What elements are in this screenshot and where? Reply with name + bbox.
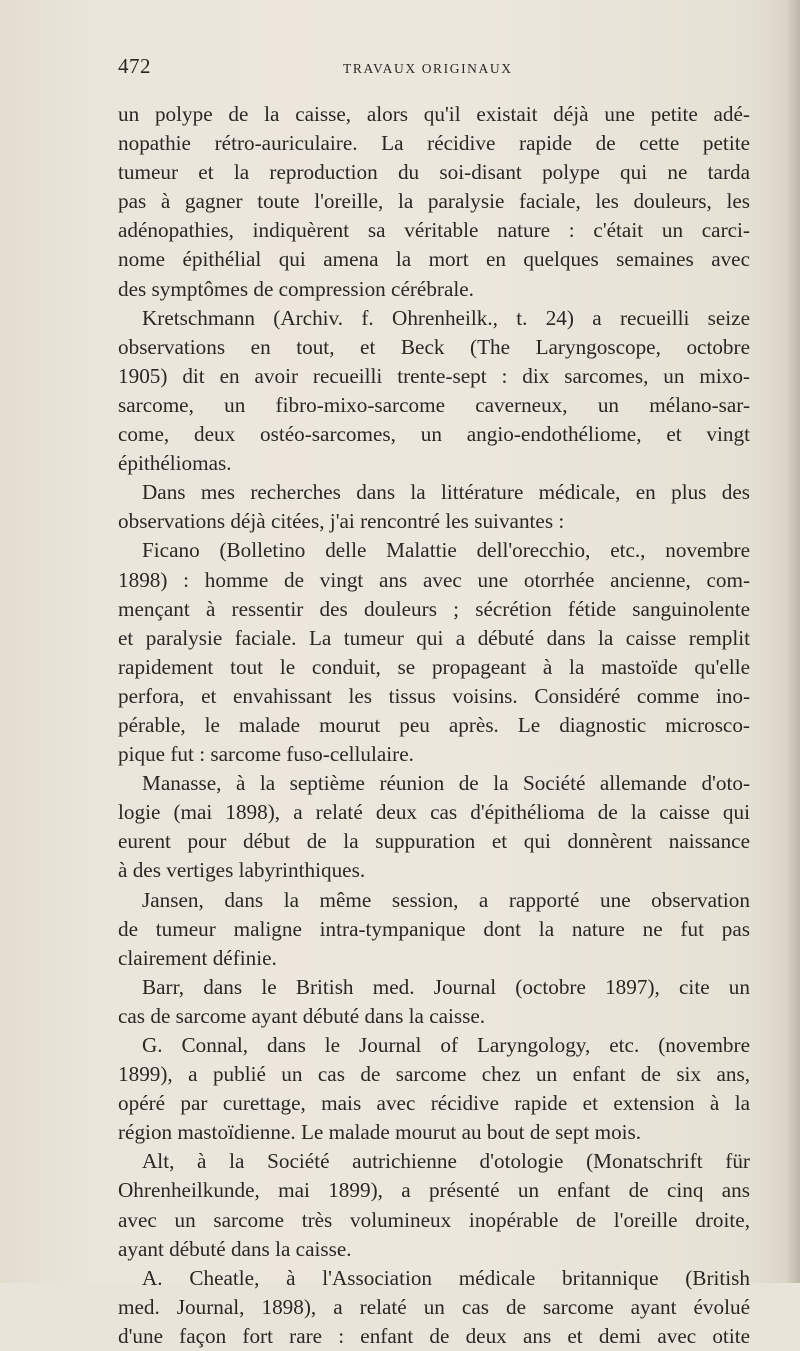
paragraph (118, 304, 750, 479)
text-line: A. Cheatle, à l'Association médicale britannique (British (142, 1265, 750, 1290)
text-line: Barr, dans le British med. Journal (octobre 1897), cite un (142, 974, 750, 999)
text-line: 1905) dit en avoir recueilli trente-sept : dix sarcomes, un mixo- (118, 363, 750, 388)
paragraph (118, 886, 750, 973)
text-line: Kretschmann (Archiv. f. Ohrenheilk., t. 24) a recueilli seize (142, 305, 750, 330)
text-line: Ohrenheilkunde, mai 1899), a présenté un enfant de cinq ans (118, 1178, 750, 1203)
paragraph (118, 1031, 750, 1147)
text-line: med. Journal, 1898), a relaté un cas de sarcome ayant évolué (118, 1294, 750, 1319)
text-line: région mastoïdienne. Le malade mourut au bout de sept mois. (118, 1120, 642, 1145)
paragraph (118, 1264, 750, 1351)
page-header (118, 0, 750, 86)
text-line: clairement définie. (118, 945, 277, 970)
text-line: un polype de la caisse, alors qu'il existait déjà une petite adé- (118, 102, 750, 126)
paragraph (118, 769, 750, 885)
text-line: G. Connal, dans le Journal of Laryngology, etc. (novembre (142, 1033, 750, 1057)
text-line: avec un sarcome très volumineux inopérable de l'oreille droite, (118, 1207, 750, 1232)
text-line: come, deux ostéo-sarcomes, un angio-endothéliome, et vingt (118, 422, 750, 447)
text-line: ayant débuté dans la caisse. (118, 1236, 352, 1261)
text-line: et paralysie faciale. La tumeur qui a débuté dans la caisse remplit (118, 625, 750, 650)
paragraph (118, 100, 750, 304)
text-line: à des vertiges labyrinthiques. (118, 858, 366, 883)
paragraph (118, 536, 750, 769)
text-line: perfora, et envahissant les tissus voisins. Considéré comme ino- (118, 683, 750, 708)
page-edge-shadow (786, 0, 800, 1283)
text-line: des symptômes de compression cérébrale. (118, 276, 474, 301)
text-line: de tumeur maligne intra-tympanique dont la nature ne fut pas (118, 916, 750, 941)
text-line: observations en tout, et Beck (The Laryngoscope, octobre (118, 334, 750, 359)
page-body (118, 100, 750, 1351)
text-line: mençant à ressentir des douleurs ; sécrétion fétide sanguinolente (118, 596, 750, 621)
text-line: opéré par curettage, mais avec récidive rapide et extension à la (118, 1091, 750, 1116)
text-line: Dans mes recherches dans la littérature médicale, en plus des (142, 480, 750, 505)
text-line: 1899), a publié un cas de sarcome chez un enfant de six ans, (118, 1062, 750, 1087)
text-line: Manasse, à la septième réunion de la Société allemande d'oto- (142, 771, 750, 796)
running-head: TRAVAUX ORIGINAUX (343, 61, 513, 76)
text-line: logie (mai 1898), a relaté deux cas d'épithélioma de la caisse qui (118, 800, 750, 825)
text-line: adénopathies, indiquèrent sa véritable nature : c'était un carci- (118, 218, 750, 243)
text-line: nome épithélial qui amena la mort en quelques semaines avec (118, 247, 750, 272)
text-line: d'une façon fort rare : enfant de deux ans et demi avec otite (118, 1323, 750, 1348)
text-line: pas à gagner toute l'oreille, la paralysie faciale, les douleurs, les (118, 189, 750, 214)
text-line: nopathie rétro-auriculaire. La récidive rapide de cette petite (118, 131, 750, 156)
text-line: Jansen, dans la même session, a rapporté une observation (142, 887, 750, 912)
text-line: tumeur et la reproduction du soi-disant polype qui ne tarda (118, 160, 750, 185)
text-line: pérable, le malade mourut peu après. Le diagnostic microsco- (118, 712, 750, 737)
paragraph (118, 973, 750, 1031)
text-line: épithéliomas. (118, 451, 232, 476)
text-line: rapidement tout le conduit, se propageant à la mastoïde qu'elle (118, 654, 750, 679)
text-line: cas de sarcome ayant débuté dans la caisse. (118, 1003, 486, 1028)
text-line: pique fut : sarcome fuso-cellulaire. (118, 742, 414, 767)
page-number: 472 (118, 54, 151, 78)
paragraph (118, 478, 750, 536)
text-line: observations déjà citées, j'ai rencontré les suivantes : (118, 509, 565, 534)
paragraph (118, 1147, 750, 1263)
text-line: sarcome, un fibro-mixo-sarcome caverneux, un mélano-sar- (118, 392, 750, 417)
text-line: 1898) : homme de vingt ans avec une otorrhée ancienne, com- (118, 567, 750, 592)
text-line: Ficano (Bolletino delle Malattie dell'orecchio, etc., novembre (142, 538, 750, 563)
text-line: Alt, à la Société autrichienne d'otologie (Monatschrift für (142, 1149, 750, 1174)
text-line: eurent pour début de la suppuration et qui donnèrent naissance (118, 829, 750, 854)
